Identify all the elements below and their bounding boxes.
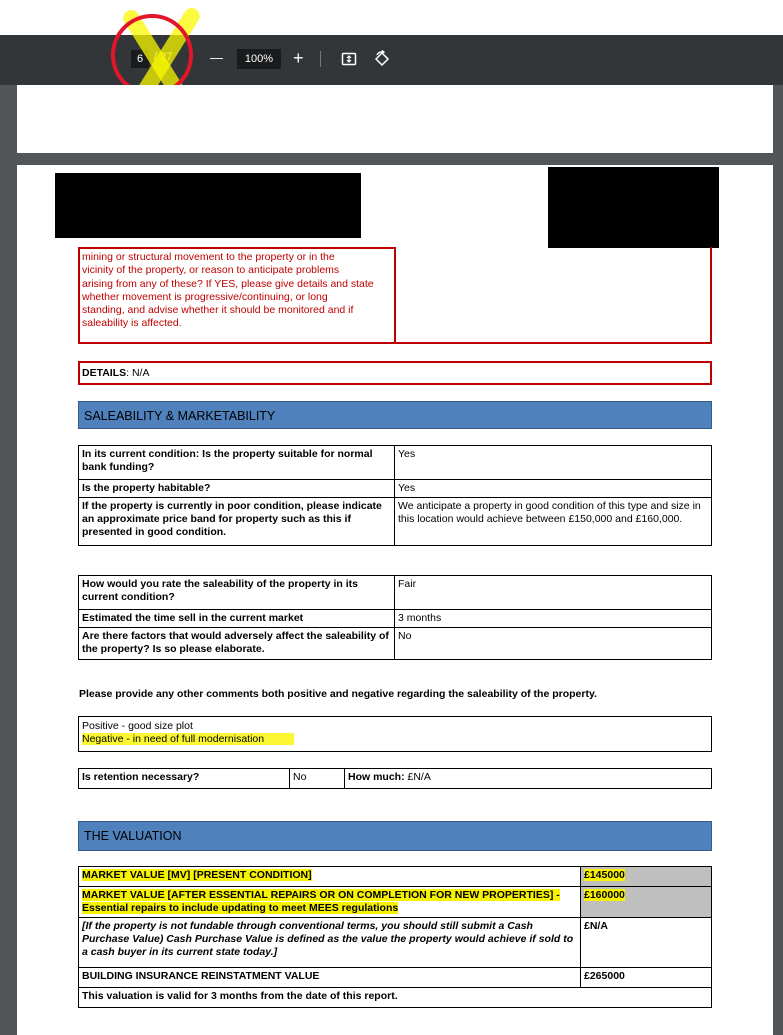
redacted-block (55, 173, 361, 238)
negative-comment: Negative - in need of full modernisation (82, 733, 708, 746)
comments-box (78, 716, 712, 752)
validity-note: This valuation is valid for 3 months from the date of this report. (79, 988, 712, 1008)
table-cell: No (395, 628, 712, 660)
red-circle-annotation (111, 14, 193, 96)
table-row (79, 887, 712, 918)
table-row (79, 628, 712, 660)
top-margin (0, 0, 783, 35)
condition-table (78, 445, 712, 546)
mv-after-label: MARKET VALUE [AFTER ESSENTIAL REPAIRS OR ON COMPLETION FOR NEW PROPERTIES] - Essential repairs to include updating to meet MEES regulations (79, 887, 581, 918)
table-row (79, 446, 712, 480)
valuation-table (78, 866, 712, 1008)
cash-note: [If the property is not fundable through conventional terms, you should still submit a Cash Purchase Value) Cash Purchase Value is defined as the value the property would achieve if sold to a cash buyer in its current state today.] (79, 918, 581, 968)
table-cell: Estimated the time sell in the current market (79, 610, 395, 628)
table-cell: In its current condition: Is the property suitable for normal bank funding? (79, 446, 395, 480)
rotate-icon[interactable] (373, 50, 391, 73)
mv-after-value: £160000 (581, 887, 712, 918)
previous-page (17, 85, 773, 153)
retention-value: No (290, 769, 345, 789)
comments-prompt: Please provide any other comments both positive and negative regarding the saleability of the property. (79, 688, 597, 700)
saleability-table (78, 575, 712, 660)
table-row (79, 610, 712, 628)
table-cell: Are there factors that would adversely affect the saleability of the property? Is so please elaborate. (79, 628, 395, 660)
zoom-in-button[interactable]: + (293, 48, 304, 68)
table-row (79, 867, 712, 887)
valuation-heading: THE VALUATION (78, 821, 712, 851)
fit-page-icon[interactable] (341, 51, 357, 72)
insurance-value: £265000 (581, 968, 712, 988)
table-cell: How would you rate the saleability of the property in its current condition? (79, 576, 395, 610)
how-much-cell: How much: £N/A (345, 769, 712, 789)
toolbar-separator (320, 51, 321, 67)
table-cell: We anticipate a property in good condition of this type and size in this location would achieve between £150,000 and £160,000. (395, 498, 712, 546)
page-number-input[interactable]: 6 (131, 50, 149, 68)
table-row (79, 988, 712, 1008)
zoom-level-input[interactable]: 100% (237, 49, 281, 69)
insurance-label: BUILDING INSURANCE REINSTATMENT VALUE (79, 968, 581, 988)
document-page (17, 165, 773, 1035)
cash-value: £N/A (581, 918, 712, 968)
table-row (79, 498, 712, 546)
table-cell: Fair (395, 576, 712, 610)
table-row (79, 480, 712, 498)
mining-question-text: mining or structural movement to the property or in the vicinity of the property, or reason to anticipate problems arising from any of these? If YES, please give details and state whether movement is progressive/continuing, or long standing, and advise whether it should be monitored and if saleability is affected. (82, 251, 374, 330)
retention-label: Is retention necessary? (79, 769, 290, 789)
zoom-out-button[interactable]: — (210, 50, 223, 65)
retention-table (78, 768, 712, 789)
details-text: DETAILS: N/A (82, 367, 150, 379)
table-row (79, 968, 712, 988)
table-cell: Is the property habitable? (79, 480, 395, 498)
mv-present-label: MARKET VALUE [MV] [PRESENT CONDITION] (79, 867, 581, 887)
table-cell: Yes (395, 446, 712, 480)
redacted-block (548, 167, 719, 248)
table-cell: 3 months (395, 610, 712, 628)
saleability-heading: SALEABILITY & MARKETABILITY (78, 401, 712, 429)
table-cell: If the property is currently in poor condition, please indicate an approximate price band for property such as this if presented in good condition. (79, 498, 395, 546)
details-box (78, 361, 712, 385)
table-row (79, 769, 712, 789)
positive-comment: Positive - good size plot (82, 720, 193, 732)
table-cell: Yes (395, 480, 712, 498)
mining-answer-box (394, 247, 712, 344)
table-row (79, 918, 712, 968)
table-row (79, 576, 712, 610)
mv-present-value: £145000 (581, 867, 712, 887)
